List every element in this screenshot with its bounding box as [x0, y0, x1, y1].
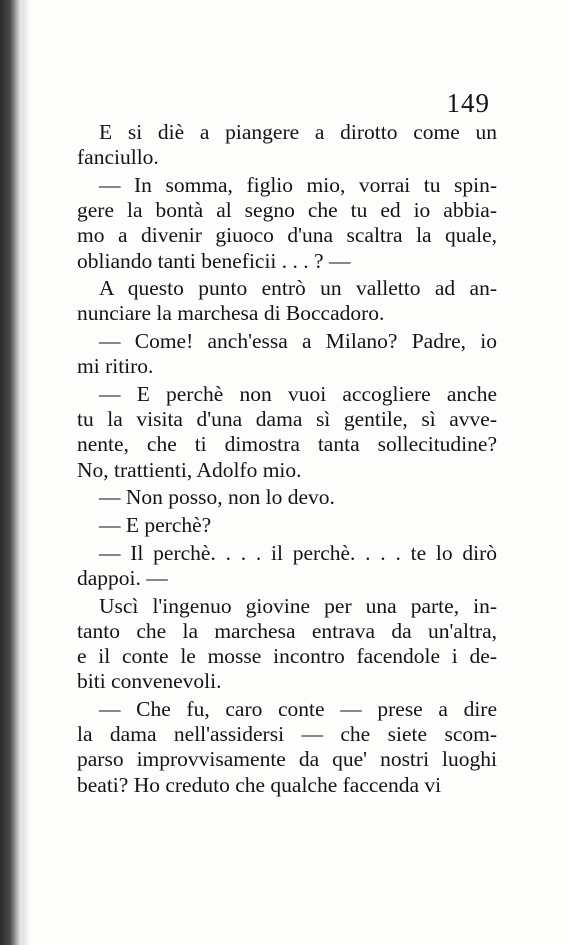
text-line: — Come! anch'essa a Milano? Padre, io: [99, 329, 497, 354]
paragraph: [77, 513, 497, 538]
page-text-body: [77, 120, 497, 800]
text-line: A questo punto entrò un valletto ad an-: [99, 276, 497, 301]
page-number: 149: [446, 88, 490, 118]
text-line: — In somma, figlio mio, vorrai tu spin-: [99, 172, 497, 197]
text-line: gere la bontà al segno che tu ed io abbia-: [77, 198, 497, 223]
text-line: — Non posso, non lo devo.: [99, 485, 335, 510]
text-line: — E perchè?: [99, 513, 212, 538]
paragraph: [77, 594, 497, 695]
text-line: nunciare la marchesa di Boccadoro.: [77, 301, 385, 326]
book-binding-edge: [0, 0, 22, 945]
text-line: mo a divenir giuoco d'una scaltra la quale,: [77, 223, 497, 248]
paragraph: [77, 173, 497, 274]
text-line: E si diè a piangere a dirotto come un: [99, 120, 497, 144]
text-line: tu la visita d'una dama sì gentile, sì avve-: [77, 407, 497, 432]
text-line: dappoi. —: [77, 565, 168, 590]
paragraph: [77, 329, 497, 379]
text-line: parso improvvisamente da que' nostri luoghi: [77, 747, 497, 772]
text-line: e il conte le mosse incontro facendole i de-: [77, 644, 497, 669]
text-line: — Che fu, caro conte — prese a dire: [99, 696, 497, 721]
paragraph: [77, 697, 497, 798]
text-line: — Il perchè. . . . il perchè. . . . te lo dirò: [99, 540, 497, 565]
text-line: obliando tanti beneficii . . . ? —: [77, 248, 351, 273]
paragraph: [77, 382, 497, 483]
text-line: mi ritiro.: [77, 354, 154, 379]
text-line: No, trattienti, Adolfo mio.: [77, 457, 302, 482]
paragraph: [77, 541, 497, 591]
binding-shadow: [22, 0, 30, 945]
paragraph: [77, 120, 497, 170]
text-line: biti convenevoli.: [77, 669, 222, 694]
paragraph: [77, 276, 497, 326]
text-line: beati? Ho creduto che qualche faccenda vi: [77, 772, 442, 797]
text-line: — E perchè non vuoi accogliere anche: [99, 382, 497, 407]
paragraph: [77, 485, 497, 510]
text-line: nente, che ti dimostra tanta sollecitudine?: [77, 432, 497, 457]
text-line: fanciullo.: [77, 145, 159, 170]
text-line: tanto che la marchesa entrava da un'altra,: [77, 618, 497, 643]
text-line: la dama nell'assidersi — che siete scom-: [77, 722, 497, 747]
text-line: Uscì l'ingenuo giovine per una parte, in-: [99, 593, 497, 618]
